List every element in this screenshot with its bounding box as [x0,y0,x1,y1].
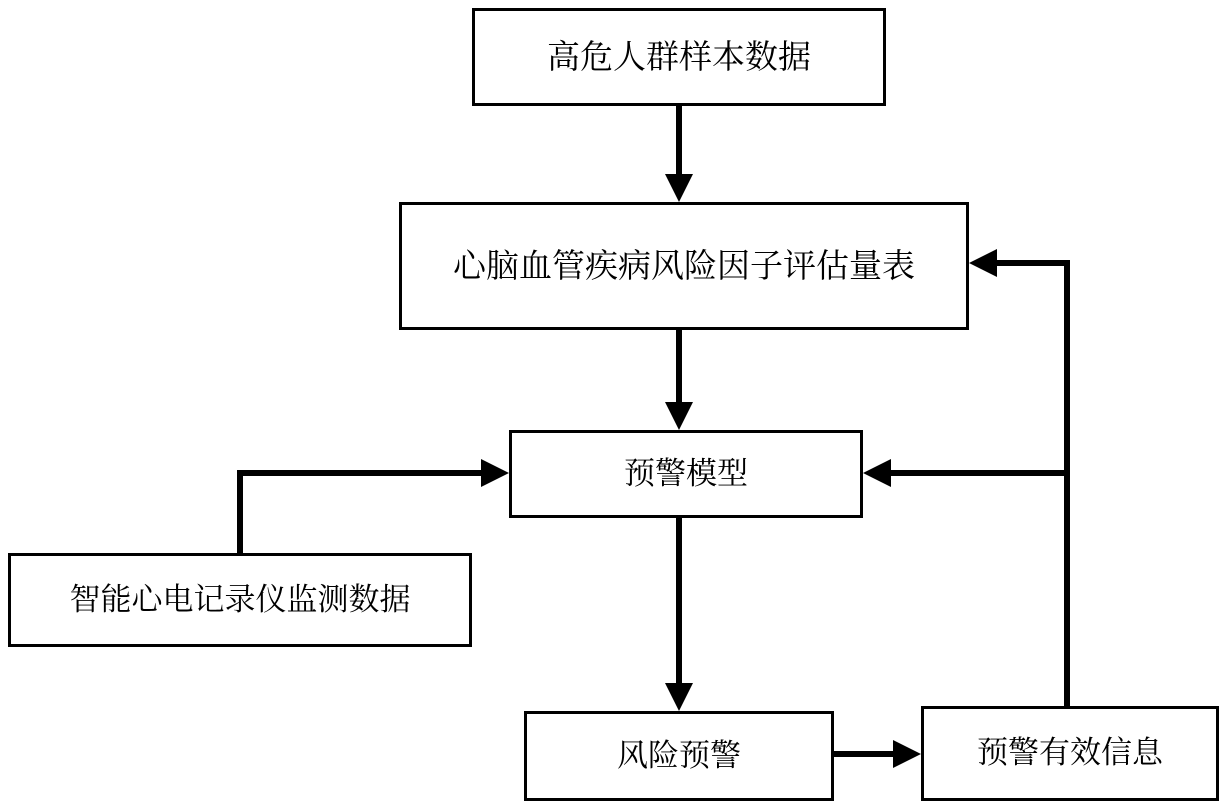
node-sample-data [472,8,886,106]
node-risk-alert [524,711,834,801]
edge-ecg-to-model [240,459,509,553]
edge-valid-info-to-model [863,459,1067,706]
edge-valid-info-to-scale [969,249,1067,473]
node-ecg-monitor-data [8,553,472,647]
edge-model-to-risk-alert [665,518,693,711]
node-warning-model-label: 预警模型 [624,455,748,491]
node-valid-warning-info [921,706,1219,801]
edge-scale-to-model [665,330,693,430]
node-ecg-monitor-data-label: 智能心电记录仪监测数据 [69,581,411,617]
node-risk-factor-scale-label: 心脑血管疾病风险因子评估量表 [453,246,915,284]
node-sample-data-label: 高危人群样本数据 [547,37,811,75]
edge-risk-alert-to-valid-info [834,740,921,768]
node-risk-factor-scale [399,202,969,330]
node-risk-alert-label: 风险预警 [617,737,741,773]
node-warning-model [509,430,863,518]
node-valid-warning-info-label: 预警有效信息 [977,735,1163,771]
edge-sample-to-scale [665,106,693,202]
